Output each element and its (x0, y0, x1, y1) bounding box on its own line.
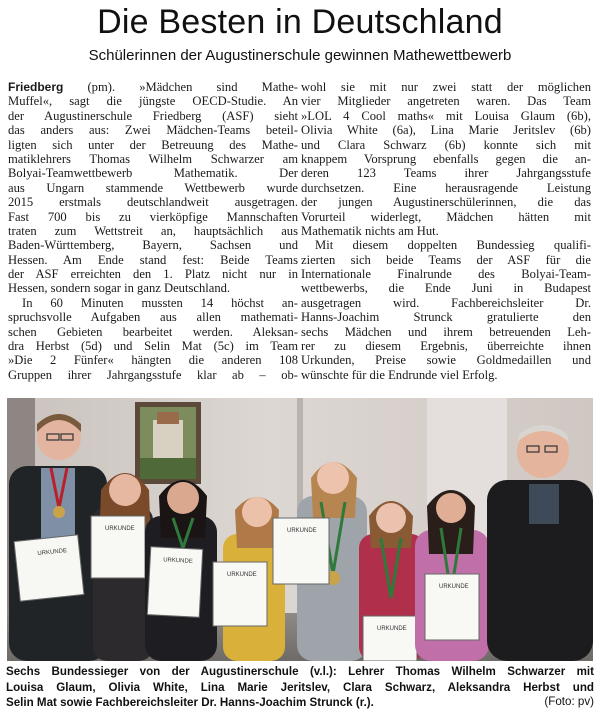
text-line: schen Gebieten bearbeitet werden. Aleksan- (8, 324, 298, 339)
text-line: Vorurteil widerlegt, Mädchen hätten mit (301, 209, 591, 224)
text-line: In 60 Minuten mussten 14 höchst an- (22, 295, 298, 310)
text-line: das anders aus: Zwei Mädchen-Teams beteil- (8, 123, 298, 138)
caption-line: Sechs Bundessieger von der Augustinerschule (v.l.): Lehrer Thomas Wilhelm Schwarzer mit (6, 665, 594, 678)
text-line: Olivia White (6a), Lina Marie Jeritslev (6b) (301, 123, 591, 138)
article-column-left (8, 80, 298, 382)
text-line: matiklehrers Thomas Wilhelm Schwarzer am (8, 151, 298, 166)
certificate-label: URKUNDE (439, 584, 469, 590)
text-line: rer zu diesem Ergebnis, überreichte ihnen (301, 339, 591, 354)
group-photo-drawing (7, 398, 593, 661)
text-line: 2015 erstmals deutschlandweit ausgetragen. (8, 195, 298, 210)
photo-credit: (Foto: pv) (544, 695, 594, 708)
text-line: Fast 700 bis zu vierköpfige Mannschaften (8, 209, 298, 224)
text-line: »LOL 4 Cool maths« mit Louisa Glaum (6b), (301, 108, 591, 123)
certificate-label: URKUNDE (287, 528, 317, 534)
text-line: ligten sich unter der Betreuung des Mathe- (8, 137, 298, 152)
dateline-place: Friedberg (8, 80, 64, 94)
text-line: dra Herbst (5d) und Selin Mat (5c) im Team (8, 339, 298, 354)
text-line: Mathematik nichts am Hut. (301, 223, 439, 238)
text-line: Hessen, sondern sogar in ganz Deutschland. (8, 281, 231, 296)
text-line: Internationale Finalrunde des Bolyai-Team- (301, 267, 591, 282)
text-line: der ASF erreichten den 1. Platz nicht nur in (8, 267, 298, 282)
text-line: wünschte für die Endrunde viel Erfolg. (301, 367, 498, 382)
article-subheadline: Schülerinnen der Augustinerschule gewinnen Mathewettbewerb (88, 47, 512, 64)
text-line: wettbewerbs, die Ende Juni in Budapest (301, 281, 591, 296)
article-column-right (301, 80, 591, 382)
certificate-label: URKUNDE (105, 526, 135, 532)
wall-painting (135, 402, 201, 484)
text-line: Hessen. Am Ende stand fest: Beide Teams (8, 252, 298, 267)
text-line: sechs Mädchen und ihrem betreuenden Leh- (301, 324, 591, 339)
certificate-label: URKUNDE (377, 626, 407, 632)
caption-line: Selin Mat sowie Fachbereichsleiter Dr. Hanns-Joachim Strunck (r.). (6, 696, 374, 709)
certificate-label: URKUNDE (227, 572, 257, 578)
text-line: traten zum Wettstreit an, hauptsächlich aus (8, 223, 298, 238)
caption-line: Louisa Glaum, Olivia White, Lina Marie Jeritslev, Clara Schwarz, Aleksandra Herbst und (6, 680, 594, 694)
text-line: der Augustinerschule Friedberg (ASF) sieht (8, 108, 298, 123)
text-line: ausgetragen wird. Fachbereichsleiter Dr. (301, 295, 591, 310)
text-line: spruchsvolle Aufgaben aus allen mathemati- (8, 310, 298, 325)
text-line: deren 123 Teams ihrer Jahrgangsstufe (301, 166, 591, 181)
text-line: Gruppen ihrer Jahrgangsstufe klar ab – ob- (8, 367, 298, 382)
text-line: durchsetzen. Eine herausragende Leistung (301, 180, 591, 195)
text-line: aus Ungarn stammende Wettbewerb wurde (8, 180, 298, 195)
group-photo (7, 398, 593, 661)
text-line: Hanns-Joachim Strunck gratulierte den (301, 310, 591, 325)
text-line: vier Mitglieder angetreten waren. Das Team (301, 94, 591, 109)
text-line: zierten sich beide Teams der ASF für die (301, 252, 591, 267)
photo-caption (6, 664, 594, 711)
text-line: Friedberg (pm). »Mädchen sind Mathe- (8, 80, 298, 94)
text-line: Urkunden, Preise sowie Goldmedaillen und (301, 353, 591, 368)
text-line: knappem Vorsprung ebenfalls gegen die an- (301, 151, 591, 166)
text-line: und Clara Schwarz (6b) konnte sich mit (301, 137, 591, 152)
certificate-label: URKUNDE (37, 548, 68, 558)
text-line: Baden-Württemberg, Bayern, Sachsen und (8, 238, 298, 253)
text-line: Bolyai-Teamwettbewerb Mathematik. Der (8, 166, 298, 181)
text-line: »Die 2 Fünfer« hängten die anderen 108 (8, 353, 298, 368)
text-line: der jungen Augustinerschülerinnen, die das (301, 195, 591, 210)
text-line: wohl sie mit nur zwei statt der möglichen (301, 80, 591, 94)
article-headline: Die Besten in Deutschland (97, 3, 503, 41)
certificate-label: URKUNDE (162, 557, 193, 565)
text-line: Muffel«, sagt die jüngste OECD-Studie. An (8, 94, 298, 109)
text-line: Mit diesem doppelten Bundessieg qualifi- (315, 238, 591, 253)
